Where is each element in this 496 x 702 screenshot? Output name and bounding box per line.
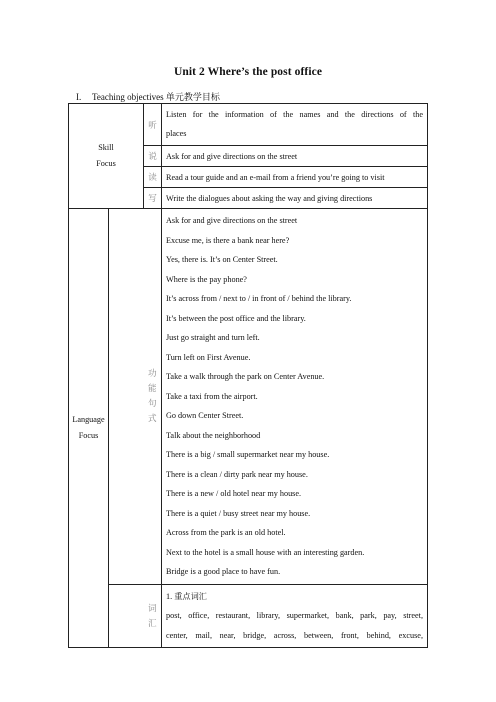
text-line: Listen for the information of the names and the directions of the (166, 110, 423, 119)
label-char: 式 (147, 413, 157, 424)
skill-content-read: Read a tour guide and an e-mail from a friend you’re going to visit (162, 167, 428, 188)
text-line: Go down Center Street. (166, 411, 244, 420)
skill-content-write: Write the dialogues about asking the way and giving directions (162, 188, 428, 209)
text-line: Bridge is a good place to have fun. (166, 567, 281, 576)
text-line: 1. 重点词汇 (166, 591, 207, 601)
skill-content-listen (162, 104, 428, 146)
text-line: places (166, 128, 187, 138)
language-row-functions (69, 209, 428, 585)
text-line: Ask for and give directions on the street (166, 216, 298, 225)
document-title: Unit 2 Where’s the post office (173, 66, 323, 78)
text-line: center, mail, near, bridge, across, between, front, behind, excuse, (166, 630, 423, 640)
category-word: Language (72, 415, 105, 424)
language-row-vocab (69, 584, 428, 648)
text-line: Turn left on First Avenue. (166, 352, 251, 362)
skill-label-read: 读 (144, 167, 162, 188)
text-line: Excuse me, is there a bank near here? (166, 235, 290, 245)
label-char: 句 (147, 398, 157, 409)
language-focus-category (69, 209, 109, 648)
text-line: Just go straight and turn left. (166, 333, 260, 342)
text-line: post, office, restaurant, library, supermarket, bank, park, pay, street, (166, 611, 423, 620)
functions-label (144, 209, 162, 585)
text-line: Talk about the neighborhood (166, 430, 261, 440)
skill-label-speak: 说 (144, 146, 162, 167)
text-line: It’s across from / next to / in front of / behind the library. (166, 294, 352, 303)
category-word: Focus (96, 159, 116, 168)
section-number: I. (76, 92, 82, 102)
label-char: 功 (147, 368, 157, 379)
text-line: Take a taxi from the airport. (166, 391, 258, 401)
text-line: Across from the park is an old hotel. (166, 528, 286, 537)
skill-row-listen (69, 104, 428, 146)
vocab-label (144, 584, 162, 648)
language-spacer (109, 209, 144, 585)
text-line: There is a clean / dirty park near my house. (166, 469, 308, 479)
text-line: There is a new / old hotel near my house. (166, 489, 302, 498)
text-line: There is a big / small supermarket near my house. (166, 450, 330, 459)
text-line: Take a walk through the park on Center Avenue. (166, 372, 325, 381)
text-line: Next to the hotel is a small house with an interesting garden. (166, 547, 365, 557)
functions-content (162, 209, 428, 585)
skill-content-speak: Ask for and give directions on the street (162, 146, 428, 167)
text-line: There is a quiet / busy street near my house. (166, 508, 311, 518)
section-label: Teaching objectives 单元教学目标 (92, 92, 220, 102)
category-word: Skill (98, 143, 114, 152)
category-word: Focus (78, 431, 99, 440)
section-heading (76, 90, 220, 103)
language-spacer (109, 584, 144, 648)
text-line: Where is the pay phone? (166, 274, 247, 284)
skill-focus-category (69, 104, 144, 209)
label-char: 汇 (147, 617, 157, 628)
text-line: It’s between the post office and the library. (166, 313, 306, 323)
vocab-content (162, 584, 428, 648)
label-char: 词 (147, 602, 157, 613)
text-line: Yes, there is. It’s on Center Street. (166, 255, 278, 264)
skill-label-listen: 听 (144, 104, 162, 146)
label-char: 能 (147, 383, 157, 394)
skill-label-write: 写 (144, 188, 162, 209)
objectives-table (68, 103, 428, 648)
